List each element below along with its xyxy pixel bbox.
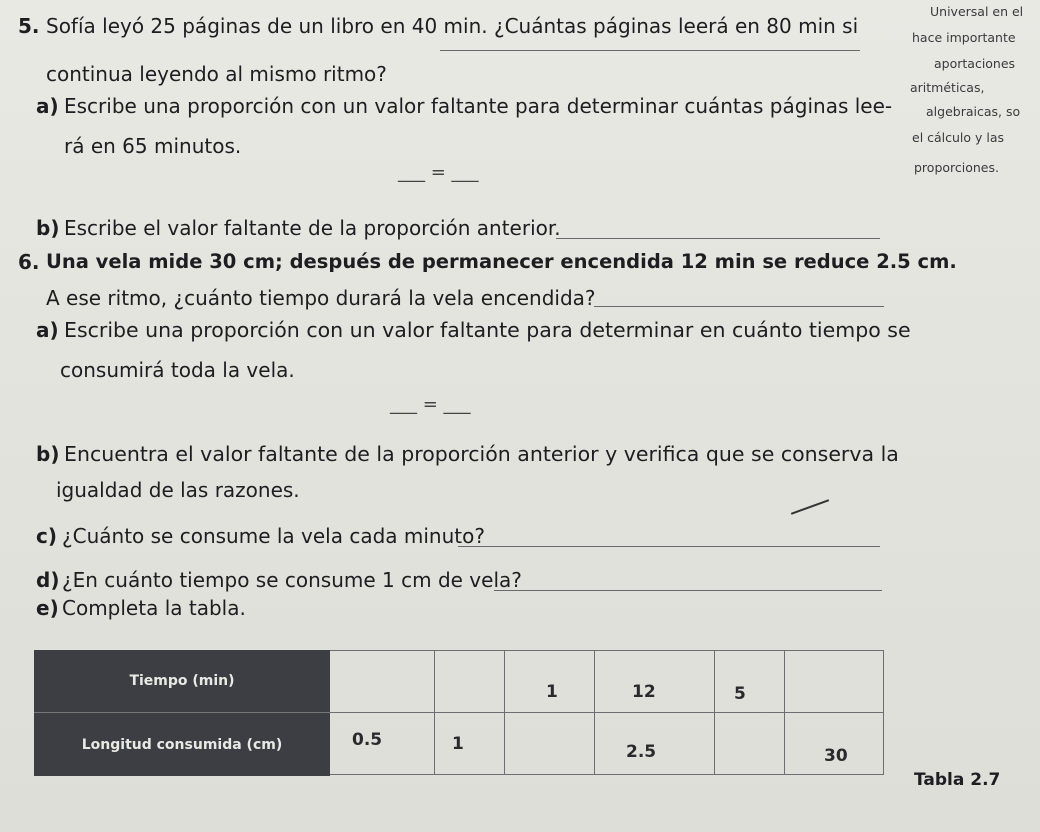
problem-6c-label: c) (36, 524, 57, 548)
problem-6a-line-2: consumirá toda la vela. (60, 358, 295, 382)
answer-line (494, 590, 882, 591)
problem-6-number: 6. (18, 250, 40, 274)
table-cell: 0.5 (352, 730, 383, 750)
table-column-divider (504, 650, 505, 775)
table-row-header-length: Longitud consumida (cm) (34, 712, 330, 776)
problem-5a-line-1: Escribe una proporción con un valor faltante para determinar cuántas páginas lee- (64, 94, 893, 118)
problem-6a-label: a) (36, 318, 59, 342)
answer-line (440, 50, 860, 51)
sidebar-line-6: el cálculo y las (912, 130, 1005, 145)
table-cell: 1 (546, 682, 558, 702)
problem-5-number: 5. (18, 14, 40, 38)
table-column-divider (714, 650, 715, 775)
problem-6b-line-2: igualdad de las razones. (56, 478, 300, 502)
table-cell: 2.5 (626, 742, 657, 762)
proportion-table (34, 650, 884, 775)
table-column-divider (784, 650, 785, 775)
sidebar-line-7: proporciones. (914, 160, 999, 175)
problem-6-line-2: A ese ritmo, ¿cuánto tiempo durará la vela encendida? (46, 286, 596, 310)
table-row-divider (330, 712, 884, 713)
sidebar-line-1: Universal en el (930, 4, 1024, 19)
problem-5b-label: b) (36, 216, 60, 240)
problem-6b-line-1: Encuentra el valor faltante de la proporción anterior y verifica que se conserva la (64, 442, 899, 466)
problem-6b-label: b) (36, 442, 60, 466)
sidebar-line-3: aportaciones (934, 56, 1016, 71)
problem-5-line-1: Sofía leyó 25 páginas de un libro en 40 min. ¿Cuántas páginas leerá en 80 min si (46, 14, 859, 38)
table-cell: 5 (734, 684, 746, 704)
problem-5b-text: Escribe el valor faltante de la proporción anterior. (64, 216, 561, 240)
table-column-divider (434, 650, 435, 775)
answer-line (458, 546, 880, 547)
table-cell: 1 (452, 734, 464, 754)
proportion-blank-6a: ___ = ___ (390, 394, 471, 415)
problem-6e-label: e) (36, 596, 59, 620)
sidebar-line-5: algebraicas, so (926, 104, 1021, 119)
table-row-header-time: Tiempo (min) (34, 650, 330, 712)
answer-line (556, 238, 880, 239)
problem-6e-text: Completa la tabla. (62, 596, 246, 620)
problem-6d-label: d) (36, 568, 60, 592)
problem-6a-line-1: Escribe una proporción con un valor faltante para determinar en cuánto tiempo se (64, 318, 911, 342)
problem-5a-label: a) (36, 94, 59, 118)
pen-stroke (791, 499, 829, 515)
problem-5-line-2: continua leyendo al mismo ritmo? (46, 62, 387, 86)
answer-line (594, 306, 884, 307)
problem-6-line-1: Una vela mide 30 cm; después de permanecer encendida 12 min se reduce 2.5 cm. (46, 250, 957, 273)
table-column-divider (594, 650, 595, 775)
sidebar-line-4: aritméticas, (910, 80, 985, 95)
problem-6c-text: ¿Cuánto se consume la vela cada minuto? (62, 524, 485, 548)
sidebar-line-2: hace importante (912, 30, 1016, 45)
table-caption: Tabla 2.7 (914, 770, 1001, 790)
table-cell: 12 (632, 682, 656, 702)
proportion-blank-5a: ___ = ___ (398, 162, 479, 183)
problem-5a-line-2: rá en 65 minutos. (64, 134, 242, 158)
problem-6d-text: ¿En cuánto tiempo se consume 1 cm de vela? (62, 568, 522, 592)
table-cell: 30 (824, 746, 848, 766)
